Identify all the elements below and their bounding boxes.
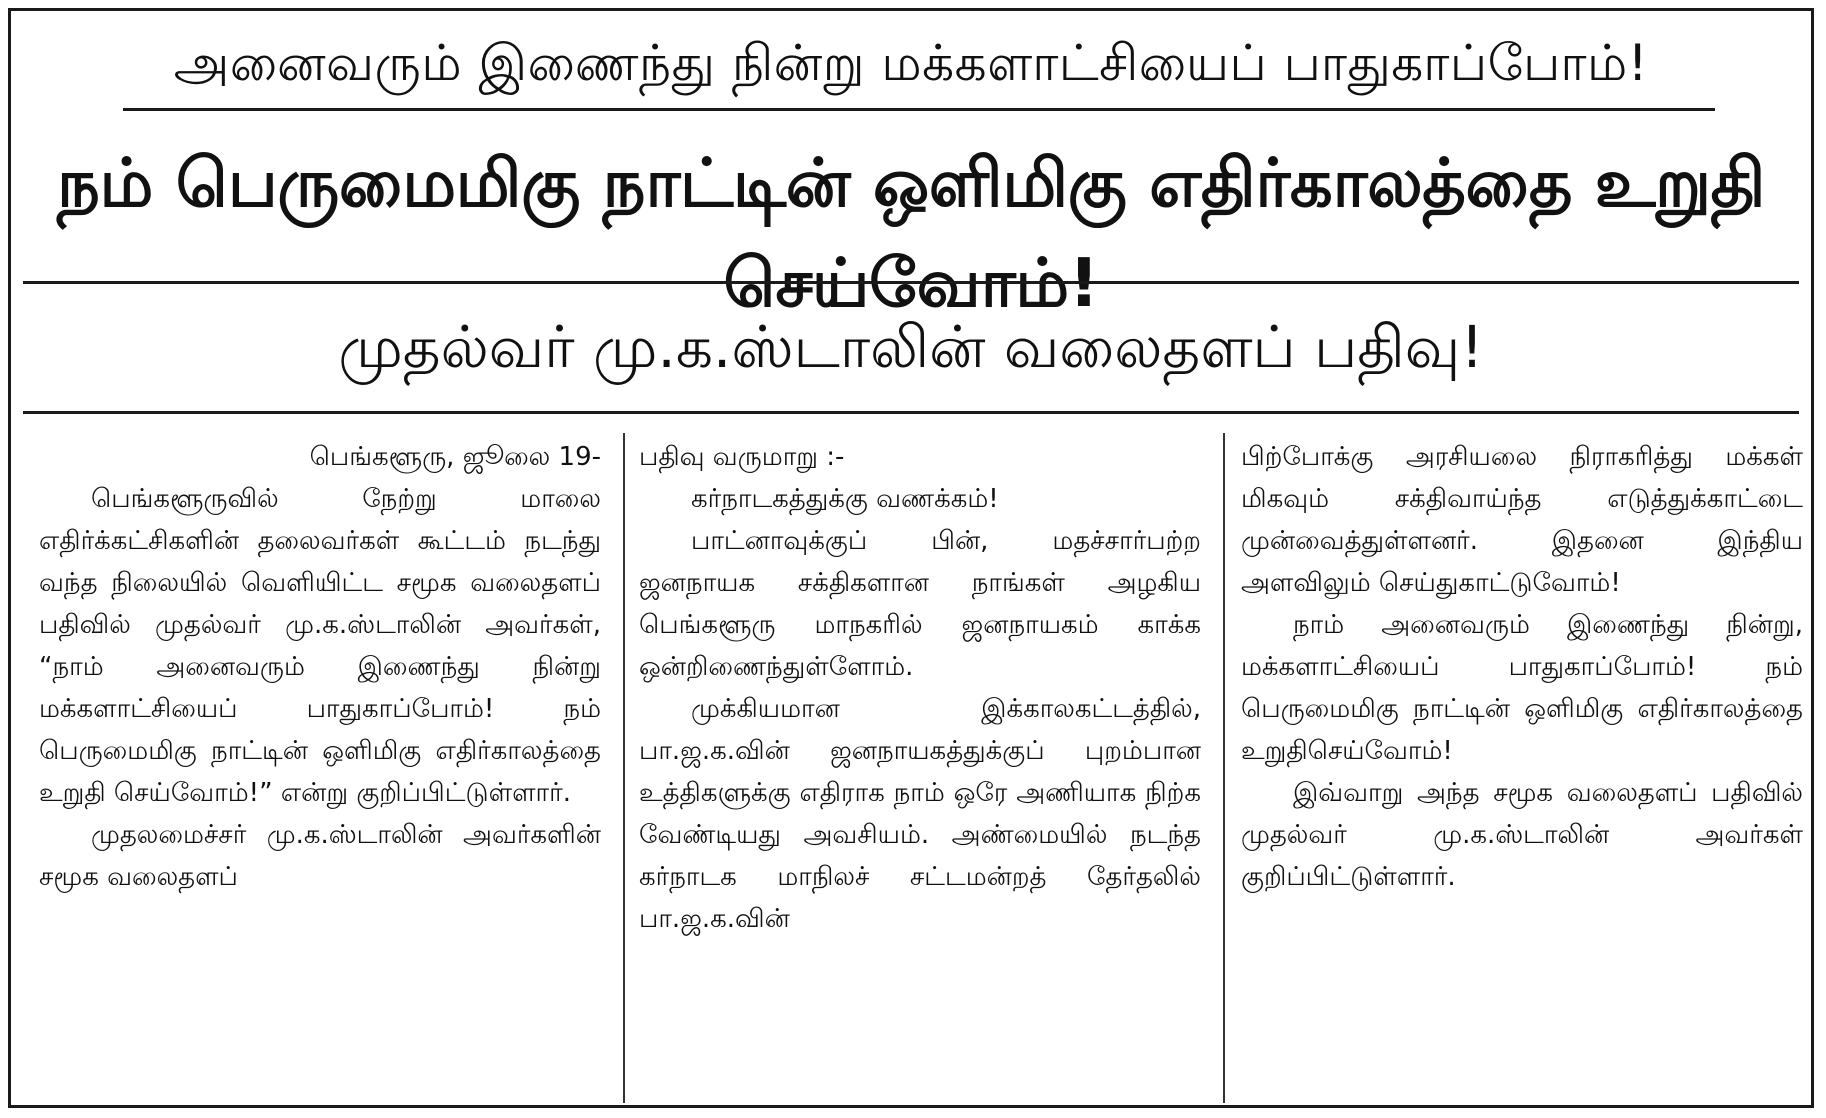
headline-main: நம் பெருமைமிகு நாட்டின் ஒளிமிகு எதிர்காலத்தை உறுதி செய்வோம்!: [57, 144, 1765, 322]
paragraph: கர்நாடகத்துக்கு வணக்கம்!: [691, 484, 999, 514]
divider-body: [23, 411, 1799, 414]
paragraph: முதலமைச்சர் மு.க.ஸ்டாலின் அவர்களின் சமூக வலைதளப்: [39, 820, 601, 892]
article-column-3: [1241, 436, 1803, 1106]
headline-kicker: அனைவரும் இணைந்து நின்று மக்களாட்சியைப் பாதுகாப்போம்!: [173, 34, 1649, 92]
paragraph: பதிவு வருமாறு :-: [639, 442, 845, 472]
article-column-2: [639, 436, 1201, 1106]
headline-sub: முதல்வர் மு.க.ஸ்டாலின் வலைதளப் பதிவு!: [338, 313, 1484, 381]
dateline: பெங்களூரு, ஜூலை 19-: [309, 442, 601, 472]
kicker-underline: [123, 108, 1715, 111]
paragraph: இவ்வாறு அந்த சமூக வலைதளப் பதிவில் முதல்வர் மு.க.ஸ்டாலின் அவர்கள் குறிப்பிட்டுள்ளார்.: [1241, 778, 1803, 892]
article-column-1: [39, 436, 601, 1106]
paragraph: பெங்களூருவில் நேற்று மாலை எதிர்க்கட்சிகளின் தலைவர்கள் கூட்டம் நடந்து வந்த நிலையில் வெளியிட்ட சமூக வலைதளப் பதிவில் முதல்வர் மு.க.ஸ்டாலின் அவர்கள், “நாம் அனைவரும் இணைந்து நின்று மக்களாட்சியைப் பாதுகாப்போம்! நம் பெருமைமிகு நாட்டின் ஒளிமிகு எதிர்காலத்தை உறுதி செய்வோம்!” என்று குறிப்பிட்டுள்ளார்.: [39, 484, 601, 808]
paragraph: முக்கியமான இக்காலகட்டத்தில், பா.ஜ.க.வின் ஜனநாயகத்துக்குப் புறம்பான உத்திகளுக்கு எதிராக நாம் ஒரே அணியாக நிற்க வேண்டியது அவசியம். அண்மையில் நடந்த கர்நாடக மாநிலச் சட்டமன்றத் தேர்தலில் பா.ஜ.க.வின்: [639, 694, 1201, 934]
paragraph: நாம் அனைவரும் இணைந்து நின்று, மக்களாட்சியைப் பாதுகாப்போம்! நம் பெருமைமிகு நாட்டின் ஒளிமிகு எதிர்காலத்தை உறுதிசெய்வோம்!: [1241, 610, 1803, 766]
paragraph: பிற்போக்கு அரசியலை நிராகரித்து மக்கள் மிகவும் சக்திவாய்ந்த எடுத்துக்காட்டை முன்வைத்துள்ளனர். இதனை இந்திய அளவிலும் செய்துகாட்டுவோம்!: [1241, 442, 1803, 598]
paragraph: பாட்னாவுக்குப் பின், மதச்சார்பற்ற ஜனநாயக சக்திகளான நாங்கள் அழகிய பெங்களூரு மாநகரில் ஜனநாயகம் காக்க ஒன்றிணைந்துள்ளோம்.: [639, 526, 1201, 682]
column-divider: [1223, 433, 1225, 1103]
news-clipping: [8, 8, 1814, 1108]
column-divider: [623, 433, 625, 1103]
divider-headline: [23, 281, 1799, 284]
